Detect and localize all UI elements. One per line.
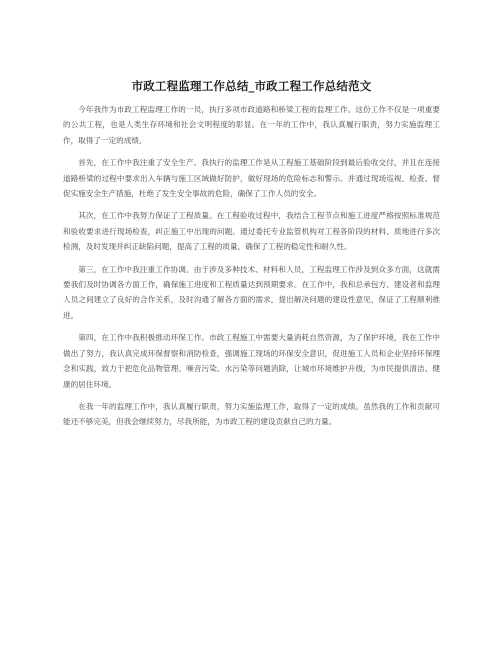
paragraph-quality: 其次，在工作中我努力保证了工程质量。在工程验收过程中，我结合工程节点和施工进度严格按照标准规范和验收要求进行现场检查，纠正施工中出现的问题。通过委托专业监管机构对工程各阶段的材料、质地进行多次检测，及时发现并纠正缺陷问题，提高了工程的质量，确保了工程的稳定性和耐久性。 <box>63 211 440 252</box>
paragraph-intro: 今年我作为市政工程监理工作的一员，执行多项市政道路和桥梁工程的监理工作。这份工作不仅是一项重要的公共工程，也是人类生存环境和社会文明程度的彰显。在一年的工作中，我认真履行职责，努力实施监理工作，取得了一定的成绩。 <box>63 105 440 145</box>
document-title: 市政工程监理工作总结_市政工程工作总结范文 <box>131 79 372 93</box>
paragraph-conclusion: 在我一年的监理工作中，我认真履行职责，努力实施监理工作，取得了一定的成绩。虽然我的工作和贡献可能还不够完美，但我会继续努力，尽我所能，为市政工程的建设贡献自己的力量。 <box>63 401 440 427</box>
paragraph-safety: 首先，在工作中我注重了安全生产。我执行的监理工作是从工程施工基础阶段到最后验收交付，并且在连接道路桥梁的过程中要求出入车辆与施工区域做好防护，做好现场的危险标志和警示。并通过现场巡视、检查、督促实施安全生产措施，杜绝了发生安全事故的危险，确保了工作人员的安全。 <box>63 158 440 199</box>
paragraph-environment: 第四，在工作中我积极推动环保工作。市政工程施工中需要大量消耗自然资源，为了保护环境，我在工作中做出了努力，我认真完成环保督察和消防检查，强调施工现场的环保安全意识，促进施工人员和企业坚持环保理念和实践，致力于把危化品物管理、噪音污染、水污染等问题消除，让城市环境维护升级，为市民提供清洁、健康的居住环境。 <box>63 333 440 389</box>
paragraph-coordination: 第三，在工作中我注重工作协调。由于涉及多种技术、材料和人员，工程监理工作涉及到众多方面，这就需要我们及时协调各方面工作，确保施工进度和工程质量达到预期要求。在工作中，我和总承包方、建设者和监理人员之间建立了良好的合作关系，及时沟通了解各方面的需求，提出解决问题的建设性意见，保证了工程顺利推进。 <box>63 264 440 320</box>
